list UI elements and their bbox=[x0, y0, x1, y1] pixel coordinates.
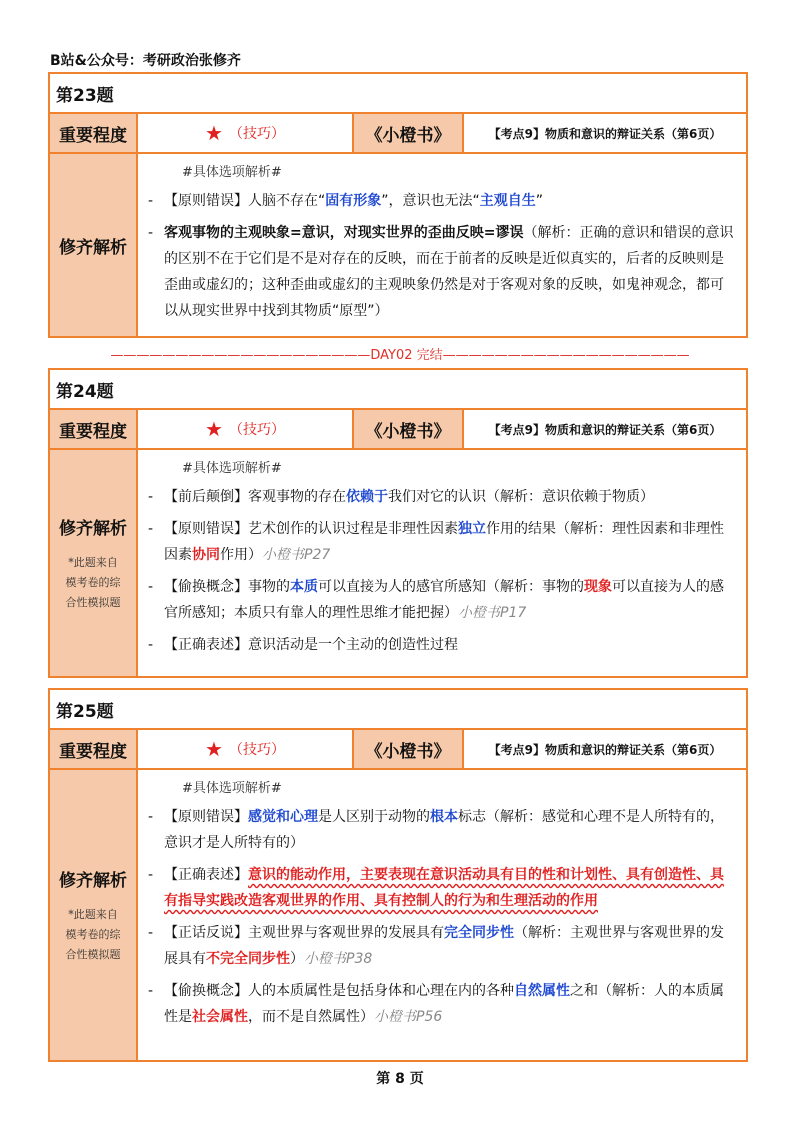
highlight-text: 固有形象 bbox=[325, 193, 382, 209]
option-item bbox=[148, 188, 736, 214]
highlight-text: 自然属性 bbox=[514, 983, 570, 999]
day-divider: ————————————————————DAY02 完结——————————————————— bbox=[110, 348, 690, 363]
item-text: 【正确表述】意识活动是一个主动的创造性过程 bbox=[164, 637, 458, 653]
highlight-text: 主观自生 bbox=[479, 193, 536, 209]
item-text: 标志（解析：感觉和心理不是人所特有的，意识才是人所特有的） bbox=[164, 809, 724, 851]
item-text: 【偷换概念】事物的 bbox=[164, 579, 290, 595]
item-text: 【原则错误】艺术创作的认识过程是非理性因素 bbox=[164, 521, 458, 537]
note-line: *此题来自 bbox=[68, 555, 118, 569]
highlight-text: 意识的能动作用，主要表现在意识活动具有目的性和计划性、具有创造性、具有指导实践改造客观世界的作用、具有控制人的行为和生理活动的作用 bbox=[164, 867, 724, 909]
item-text: ） bbox=[290, 951, 304, 967]
reference-text: 【考点9】物质和意识的辩证关系（第6页） bbox=[488, 422, 722, 437]
stars-note: （技巧） bbox=[228, 742, 285, 758]
importance-row bbox=[50, 410, 746, 450]
stars-note: （技巧） bbox=[228, 126, 285, 142]
item-text: 【正确表述】 bbox=[164, 867, 248, 883]
book-label: 《小橙书》 bbox=[354, 730, 464, 768]
bold-text: 客观事物的主观映象=意识，对现实世界的歪曲反映=谬误 bbox=[164, 225, 524, 241]
highlight-text: 完全同步性 bbox=[444, 925, 514, 941]
item-text: ”，意识也无法“ bbox=[381, 193, 480, 209]
analysis-label: 修齐解析 bbox=[59, 518, 127, 539]
highlight-text: 本质 bbox=[290, 579, 318, 595]
analysis-content bbox=[138, 450, 746, 676]
importance-stars bbox=[138, 114, 354, 152]
question-title: 第24题 bbox=[50, 370, 746, 410]
analysis-content bbox=[138, 154, 746, 336]
note-line: 合性模拟题 bbox=[65, 595, 121, 609]
analysis-content bbox=[138, 770, 746, 1060]
analysis-row bbox=[50, 450, 746, 676]
option-item bbox=[148, 516, 736, 568]
page-reference: 小橙书P56 bbox=[374, 1009, 443, 1025]
page-header: B站&公众号：考研政治张修齐 bbox=[50, 53, 241, 69]
page-reference: 小橙书P27 bbox=[262, 547, 331, 563]
source-note bbox=[66, 905, 121, 965]
book-label: 《小橙书》 bbox=[354, 410, 464, 448]
page-reference: 小橙书P17 bbox=[458, 605, 527, 621]
option-item bbox=[148, 920, 736, 972]
analysis-row bbox=[50, 770, 746, 1060]
item-text: 作用的结果（解析：理性因素和非理性因素 bbox=[164, 521, 724, 563]
option-item bbox=[148, 804, 736, 856]
option-item bbox=[148, 632, 736, 658]
item-text: 作用） bbox=[220, 547, 262, 563]
option-item bbox=[148, 574, 736, 626]
item-text: （解析：正确的意识和错误的意识的区别不在于它们是不是对存在的反映，而在于前者的反映是近似真实的，后者的反映则是歪曲或虚幻的；这种歪曲或虚幻的主观映象仍然是对于客观对象的反映，如鬼神观念，都可以从现实世界中找到其物质“原型”） bbox=[164, 225, 734, 319]
item-text: 【原则错误】人脑不存在“ bbox=[164, 193, 326, 209]
highlight-text: 根本 bbox=[430, 809, 458, 825]
highlight-text: 感觉和心理 bbox=[248, 809, 318, 825]
item-text: 【偷换概念】人的本质属性是包括身体和心理在内的各种 bbox=[164, 983, 514, 999]
highlight-text: 现象 bbox=[584, 579, 612, 595]
item-text: （解析：主观世界与客观世界的发展具有 bbox=[164, 925, 724, 967]
highlight-text: 社会属性 bbox=[192, 1009, 248, 1025]
importance-row bbox=[50, 730, 746, 770]
item-text: 【原则错误】 bbox=[164, 809, 248, 825]
importance-stars bbox=[138, 410, 354, 448]
item-text: 是人区别于动物的 bbox=[318, 809, 430, 825]
star-icon: ★ bbox=[205, 737, 223, 761]
subhead: #具体选项解析# bbox=[182, 165, 282, 180]
analysis-row bbox=[50, 154, 746, 336]
item-text: 【前后颠倒】客观事物的存在 bbox=[164, 489, 346, 505]
note-line: 合性模拟题 bbox=[65, 947, 121, 961]
option-item bbox=[148, 978, 736, 1030]
note-line: 模考卷的综 bbox=[65, 575, 121, 589]
option-item bbox=[148, 484, 736, 510]
importance-stars bbox=[138, 730, 354, 768]
question-title: 第23题 bbox=[50, 74, 746, 114]
analysis-label-cell bbox=[50, 770, 138, 1060]
subhead: #具体选项解析# bbox=[182, 461, 282, 476]
star-icon: ★ bbox=[205, 417, 223, 441]
item-text: 之和（解析：人的本质属性是 bbox=[164, 983, 724, 1025]
item-text: 我们对它的认识（解析：意识依赖于物质） bbox=[388, 489, 654, 505]
analysis-label: 修齐解析 bbox=[59, 870, 127, 891]
importance-label: 重要程度 bbox=[50, 730, 138, 768]
importance-label: 重要程度 bbox=[50, 114, 138, 152]
importance-label: 重要程度 bbox=[50, 410, 138, 448]
source-note bbox=[66, 553, 121, 613]
item-text: 可以直接为人的感官所感知（解析：事物的 bbox=[318, 579, 584, 595]
question-card-24 bbox=[48, 368, 748, 678]
book-label: 《小橙书》 bbox=[354, 114, 464, 152]
page-footer: 第 8 页 bbox=[376, 1071, 424, 1087]
highlight-text: 独立 bbox=[458, 521, 486, 537]
option-item bbox=[148, 220, 736, 324]
analysis-label-cell bbox=[50, 154, 138, 336]
subhead: #具体选项解析# bbox=[182, 781, 282, 796]
question-title: 第25题 bbox=[50, 690, 746, 730]
item-text: 可以直接为人的感官所感知；本质只有靠人的理性思维才能把握） bbox=[164, 579, 724, 621]
stars-note: （技巧） bbox=[228, 422, 285, 438]
option-item bbox=[148, 862, 736, 914]
highlight-text: 依赖于 bbox=[346, 489, 388, 505]
reference-text: 【考点9】物质和意识的辩证关系（第6页） bbox=[488, 126, 722, 141]
item-text: 【正话反说】主观世界与客观世界的发展具有 bbox=[164, 925, 444, 941]
item-text: ” bbox=[535, 193, 544, 209]
page-reference: 小橙书P38 bbox=[304, 951, 373, 967]
item-text: ，而不是自然属性） bbox=[248, 1009, 374, 1025]
highlight-text: 不完全同步性 bbox=[206, 951, 290, 967]
reference-text: 【考点9】物质和意识的辩证关系（第6页） bbox=[488, 742, 722, 757]
note-line: *此题来自 bbox=[68, 907, 118, 921]
question-card-23 bbox=[48, 72, 748, 338]
star-icon: ★ bbox=[205, 121, 223, 145]
analysis-label: 修齐解析 bbox=[59, 237, 127, 258]
question-card-25 bbox=[48, 688, 748, 1062]
importance-row bbox=[50, 114, 746, 154]
note-line: 模考卷的综 bbox=[65, 927, 121, 941]
highlight-text: 协同 bbox=[192, 547, 220, 563]
analysis-label-cell bbox=[50, 450, 138, 676]
